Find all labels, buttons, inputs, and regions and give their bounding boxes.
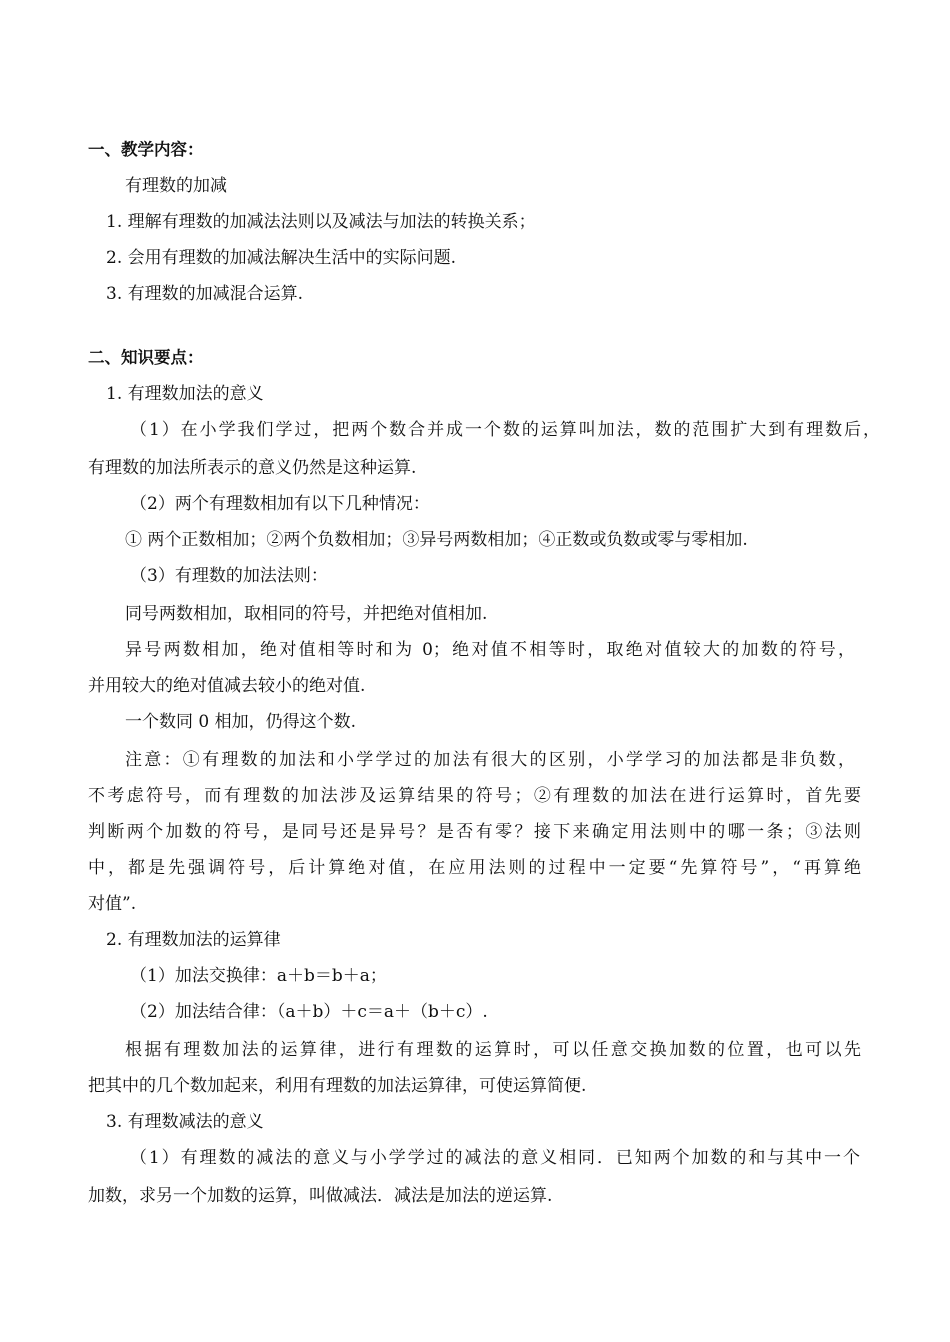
- paragraph-line: 有理数的加法所表示的意义仍然是这种运算.: [88, 458, 417, 478]
- list-item: 3. 有理数的加减混合运算.: [106, 284, 304, 304]
- paragraph-line: 根据有理数加法的运算律，进行有理数的运算时，可以任意交换加数的位置，也可以先: [125, 1040, 861, 1060]
- paragraph-line: 注意：①有理数的加法和小学学过的加法有很大的区别，小学学习的加法都是非负数，: [125, 750, 855, 770]
- paragraph-line: 判断两个加数的符号，是同号还是异号？是否有零？接下来确定用法则中的哪一条；③法则: [88, 822, 861, 842]
- paragraph-line: 不考虑符号，而有理数的加法涉及运算结果的符号；②有理数的加法在进行运算时，首先要: [88, 786, 861, 806]
- paragraph-line: 一个数同 0 相加，仍得这个数.: [125, 712, 357, 732]
- paragraph-line: ① 两个正数相加；②两个负数相加；③异号两数相加；④正数或负数或零与零相加.: [125, 530, 748, 550]
- section-heading-knowledge-points: 二、知识要点：: [88, 348, 204, 367]
- paragraph-line: 中，都是先强调符号，后计算绝对值，在应用法则的过程中一定要“先算符号”，“再算绝: [88, 858, 861, 878]
- paragraph-line: （1）在小学我们学过，把两个数合并成一个数的运算叫加法，数的范围扩大到有理数后，: [130, 420, 880, 440]
- paragraph-line: （3）有理数的加法法则：: [130, 566, 328, 586]
- subsection-title: 1. 有理数加法的意义: [106, 384, 264, 404]
- formula-line: （1）加法交换律：a＋b＝b＋a；: [130, 966, 387, 986]
- paragraph-line: 并用较大的绝对值减去较小的绝对值.: [88, 676, 366, 696]
- section-heading-teaching-content: 一、教学内容：: [88, 140, 204, 159]
- paragraph-line: （2）两个有理数相加有以下几种情况：: [130, 494, 430, 514]
- subsection-title: 3. 有理数减法的意义: [106, 1112, 264, 1132]
- paragraph-line: 对值”.: [88, 894, 137, 914]
- paragraph-line: （1）有理数的减法的意义与小学学过的减法的意义相同．已知两个加数的和与其中一个: [130, 1148, 860, 1168]
- list-item: 2. 会用有理数的加减法解决生活中的实际问题.: [106, 248, 457, 268]
- paragraph-line: 同号两数相加，取相同的符号，并把绝对值相加.: [125, 604, 488, 624]
- subsection-title: 2. 有理数加法的运算律: [106, 930, 281, 950]
- formula-line: （2）加法结合律：（a＋b）＋c＝a＋（b＋c）.: [130, 1002, 488, 1022]
- paragraph-line: 把其中的几个数加起来，利用有理数的加法运算律，可使运算简便.: [88, 1076, 587, 1096]
- paragraph-line: 加数，求另一个加数的运算，叫做减法．减法是加法的逆运算.: [88, 1186, 553, 1206]
- topic-text: 有理数的加减: [125, 176, 227, 196]
- paragraph-line: 异号两数相加，绝对值相等时和为 0；绝对值不相等时，取绝对值较大的加数的符号，: [125, 640, 855, 660]
- list-item: 1. 理解有理数的加减法法则以及减法与加法的转换关系；: [106, 212, 536, 232]
